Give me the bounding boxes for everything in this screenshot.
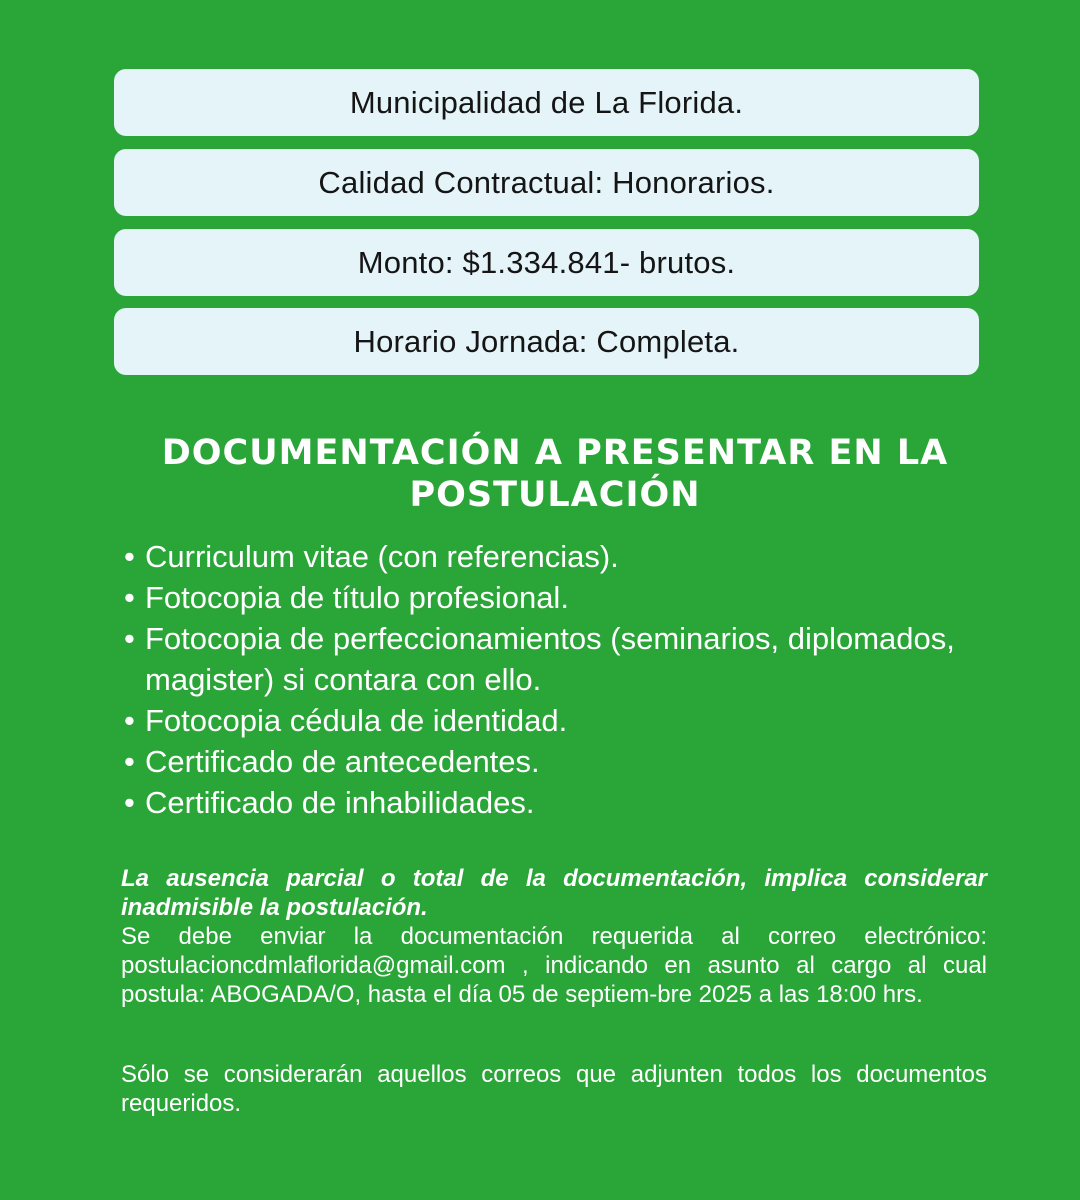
schedule-box — [114, 308, 979, 375]
contract-type-text: Calidad Contractual: Honorarios. — [318, 164, 775, 200]
list-item — [124, 618, 1004, 700]
submission-notice — [121, 864, 987, 1009]
list-item — [124, 741, 1004, 782]
bullet: • — [124, 744, 135, 779]
list-item — [124, 700, 1004, 741]
list-item-text: Fotocopia cédula de identidad. — [145, 703, 568, 738]
closing-note: Sólo se considerarán aquellos correos que adjunten todos los documentos requeridos. — [121, 1061, 987, 1117]
bullet: • — [124, 539, 135, 574]
inadmissibility-warning: La ausencia parcial o total de la documentación, implica considerar inadmisible la postulación. — [121, 865, 987, 921]
salary-text: Monto: $1.334.841- brutos. — [357, 244, 736, 280]
list-item — [124, 577, 1004, 618]
bullet: • — [124, 703, 135, 738]
list-item — [124, 782, 1004, 823]
submission-instructions: Se debe enviar la documentación requerida al correo electrónico: postulacioncdmlaflorida@gmail.com , indicando en asunto al cargo al cual postula: ABOGADA/O, hasta el día 05 de septiem-bre 2025 a las 18:00 hrs. — [121, 923, 987, 1008]
bullet: • — [124, 621, 135, 656]
documentation-list — [124, 536, 1004, 823]
employer-box — [114, 69, 979, 136]
bullet: • — [124, 785, 135, 820]
bullet: • — [124, 580, 135, 615]
salary-box — [114, 229, 979, 296]
list-item-text: Fotocopia de título profesional. — [145, 580, 569, 615]
list-item-text: Fotocopia de perfeccionamientos (seminarios, diplomados, magister) si contara con ello. — [145, 621, 955, 697]
list-item-text: Certificado de antecedentes. — [145, 744, 540, 779]
list-item-text: Curriculum vitae (con referencias). — [145, 539, 619, 574]
documentation-title: DOCUMENTACIÓN A PRESENTAR EN LA POSTULACIÓN — [161, 433, 949, 515]
list-item — [124, 536, 1004, 577]
list-item-text: Certificado de inhabilidades. — [145, 785, 535, 820]
employer-text: Municipalidad de La Florida. — [349, 84, 744, 120]
contract-type-box — [114, 149, 979, 216]
schedule-text: Horario Jornada: Completa. — [353, 323, 740, 359]
